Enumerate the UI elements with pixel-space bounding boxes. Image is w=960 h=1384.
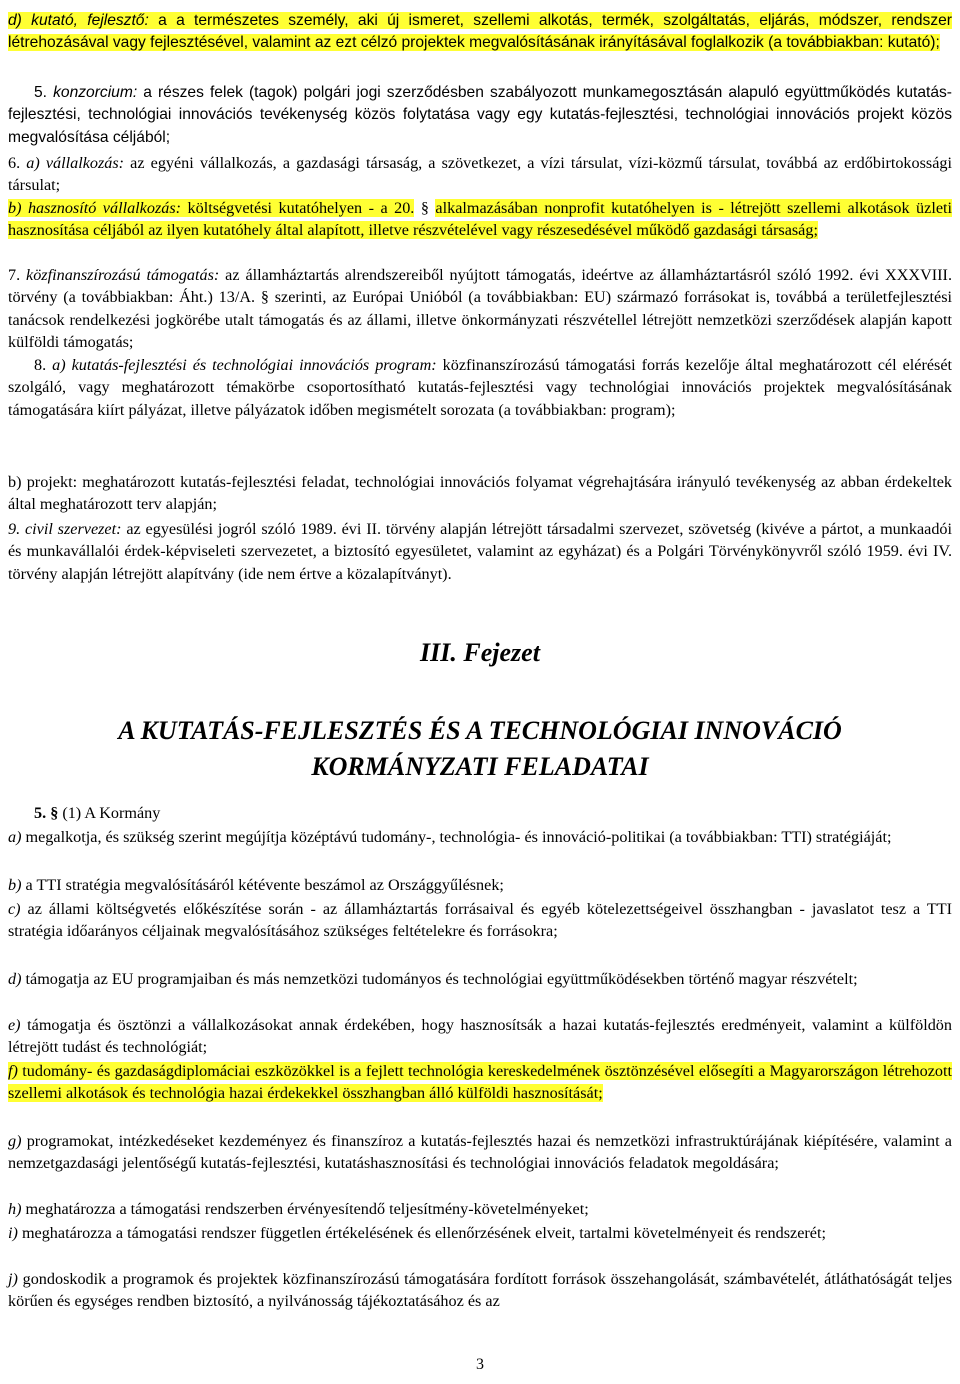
- chapter-title: [0, 713, 960, 785]
- item-label: e): [8, 1016, 21, 1034]
- definition-number: 5.: [34, 84, 48, 101]
- section-sign: §: [260, 288, 269, 307]
- definition-text: szerinti, az Európai Unióból (a továbbiakban: EU) származó forrásokat is, továbbá a területfejlesztési tanácsok rendelkezési jogkörébe utalt támogatás és az állami, illetve önkormányzati részvétellel létrejött nemzetközi szerződések alapján kapott külföldi támogatás;: [8, 288, 952, 351]
- list-item-a: [8, 826, 952, 848]
- definition-konzorcium: [8, 82, 952, 149]
- definition-text: az államháztartás alrendszereiből nyújtott támogatás, ideértve az államháztartásról szóló 1992. évi XXXVIII. törvény (a továbbiakban: Áht.) 13/A.: [8, 266, 952, 307]
- item-text: az állami költségvetés előkészítése során - az államháztartás forrásaival és egyéb kötelezettségeivel összhangban - javaslatot tesz a TTI stratégia időarányos céljainak megvalósításához szükséges feltételekre és forrásokra;: [8, 900, 952, 941]
- item-label: a): [8, 828, 22, 846]
- definition-label: konzorcium:: [53, 84, 138, 101]
- item-text: meghatározza a támogatási rendszerben érvényesítendő teljesítmény-követelményeket;: [21, 1200, 589, 1218]
- list-item-f: [8, 1060, 952, 1105]
- item-text: tudomány- és gazdaságdiplomáciai eszközökkel is a fejlett technológia kereskedelmének ösztönzésével elősegíti a Magyarországon létrehozott szellemi alkotások és technológia hazai érdekekkel összhangban álló külföldi hasznosítását;: [8, 1062, 952, 1103]
- definition-label: a) vállalkozás:: [26, 154, 125, 172]
- item-label: h): [8, 1200, 22, 1218]
- item-label: c): [8, 900, 21, 918]
- list-item-i: [8, 1222, 952, 1244]
- definition-number: 6.: [8, 154, 21, 172]
- definition-label: közfinanszírozású támogatás:: [26, 266, 220, 284]
- item-label: i): [8, 1224, 18, 1242]
- definition-projekt: [8, 471, 952, 516]
- list-item-e: [8, 1014, 952, 1059]
- list-item-c: [8, 898, 952, 943]
- definition-text: költségvetési kutatóhelyen - a 20.: [181, 199, 415, 217]
- definition-text: az egyesülési jogról szóló 1989. évi II. törvény alapján létrejött társadalmi szervezet, szövetség (kivéve a pártot, a munkaadói és munkavállalói érdek-képviseleti szervezetet, a biztosító egyesületet, valamint az egyházat) és a Polgári Törvénykönyvről szóló 1959. évi IV. törvény alapján létrejött alapítvány (ide nem értve a közalapítványt).: [8, 520, 953, 583]
- item-text: támogatja az EU programjaiban és más nemzetközi tudományos és technológiai együttműködésekben történő magyar részvételt;: [21, 970, 858, 988]
- item-text: a TTI stratégia megvalósításáról kétévente beszámol az Országgyűlésnek;: [21, 876, 504, 894]
- definition-kutato: [8, 10, 952, 55]
- item-label: f): [8, 1062, 18, 1080]
- definition-label: 9. civil szervezet:: [8, 520, 122, 538]
- definition-hasznosito-vallalkozas: [8, 197, 952, 242]
- item-label: b): [8, 876, 22, 894]
- item-text: programokat, intézkedéseket kezdeményez és finanszíroz a kutatás-fejlesztés hazai és nemzetközi infrastruktúrájának kiépítésére, valamint a nemzetgazdasági jelentőségű kutatás-fejlesztési, kutatáshasznosítási és technológiai innovációs feladatok megoldására;: [8, 1132, 952, 1173]
- section-sign: §: [420, 199, 429, 217]
- definition-text: az egyéni vállalkozás, a gazdasági társaság, a szövetkezet, a vízi társulat, vízi-közmű társulat, továbbá az erdőbirtokossági társulat;: [8, 154, 952, 195]
- item-text: gondoskodik a programok és projektek közfinanszírozású támogatására fordított források összehangolását, számbavételét, átláthatóságát teljes körűen és egységes rendben biztosító, a nyilvánosság tájékoztatásához és az: [8, 1270, 952, 1311]
- list-item-b: [8, 874, 952, 896]
- definition-label: d) kutató, fejlesztő:: [8, 12, 149, 29]
- definition-civil-szervezet: [8, 518, 952, 585]
- section-sign: §: [50, 804, 59, 822]
- item-label: d): [8, 970, 22, 988]
- definition-vallalkozas: [8, 152, 952, 197]
- definition-text: b) projekt: meghatározott kutatás-fejlesztési feladat, technológiai innovációs folyamat végrehajtására irányuló tevékenység az abban érdekeltek által meghatározott terv alapján;: [8, 473, 952, 514]
- item-label: j): [8, 1270, 18, 1288]
- item-text: megalkotja, és szükség szerint megújítja középtávú tudomány-, technológia- és innováció-politikai (a továbbiakban: TTI) stratégiáját;: [21, 828, 892, 846]
- definition-kozfinanszirozasu-tamogatas: [8, 264, 952, 353]
- item-label: g): [8, 1132, 22, 1150]
- section-intro-text: (1) A Kormány: [58, 804, 161, 822]
- list-item-d: [8, 968, 952, 990]
- section-5-intro: [8, 802, 952, 824]
- definition-label: a) kutatás-fejlesztési és technológiai innovációs program:: [52, 356, 437, 374]
- page-number: 3: [476, 1356, 484, 1373]
- list-item-g: [8, 1130, 952, 1175]
- definition-label: b) hasznosító vállalkozás:: [8, 199, 182, 217]
- definition-text: alkalmazásában nonprofit kutatóhelyen is - létrejött szellemi alkotások üzleti hasznosítása céljából az ilyen kutatóhely által alapított, illetve részvételével vagy részesedésével működő gazdasági társaság;: [8, 199, 953, 240]
- chapter-title-line-2: KORMÁNYZATI FELADATAI: [311, 752, 649, 781]
- list-item-h: [8, 1198, 952, 1220]
- item-text: támogatja és ösztönzi a vállalkozásokat annak érdekében, hogy hasznosítsák a hazai kutatás-fejlesztés eredményeit, valamint a külföldön létrejött tudást és technológiát;: [8, 1016, 952, 1057]
- section-number: 5.: [34, 804, 47, 822]
- definition-number: 8.: [34, 356, 47, 374]
- definition-text: a a természetes személy, aki új ismeret, szellemi alkotás, termék, szolgáltatás, eljárás, módszer, rendszer létrehozásával vagy fejlesztésével, valamint az ezt célzó projektek megvalósításának irányításával foglalkozik (a továbbiakban: kutató);: [8, 12, 952, 52]
- definition-text: a részes felek (tagok) polgári jogi szerződésben szabályozott munkamegosztásán alapuló együttműködés kutatás-fejlesztési, technológiai innovációs tevékenység közös folytatása vagy egy kutatás-fejlesztési, technológiai innovációs projekt közös megvalósítása céljából;: [8, 84, 952, 146]
- list-item-j: [8, 1268, 952, 1313]
- chapter-title-line-1: A KUTATÁS-FEJLESZTÉS ÉS A TECHNOLÓGIAI INNOVÁCIÓ: [118, 716, 842, 745]
- definition-text: közfinanszírozású támogatási forrás kezelője által meghatározott cél elérését szolgáló, vagy meghatározott témakörbe csoportosítható kutatás-fejlesztési vagy technológiai innovációs projektek megvalósításának támogatására kiírt pályázat, illetve pályázatok időben megismételt sorozata (a továbbiakban: program);: [8, 356, 952, 419]
- definition-number: 7.: [8, 266, 21, 284]
- chapter-heading: III. Fejezet: [420, 638, 540, 667]
- definition-program: [8, 354, 952, 421]
- item-text: meghatározza a támogatási rendszer független értékelésének és ellenőrzésének elveit, tartalmi követelményeit és rendszerét;: [17, 1224, 826, 1242]
